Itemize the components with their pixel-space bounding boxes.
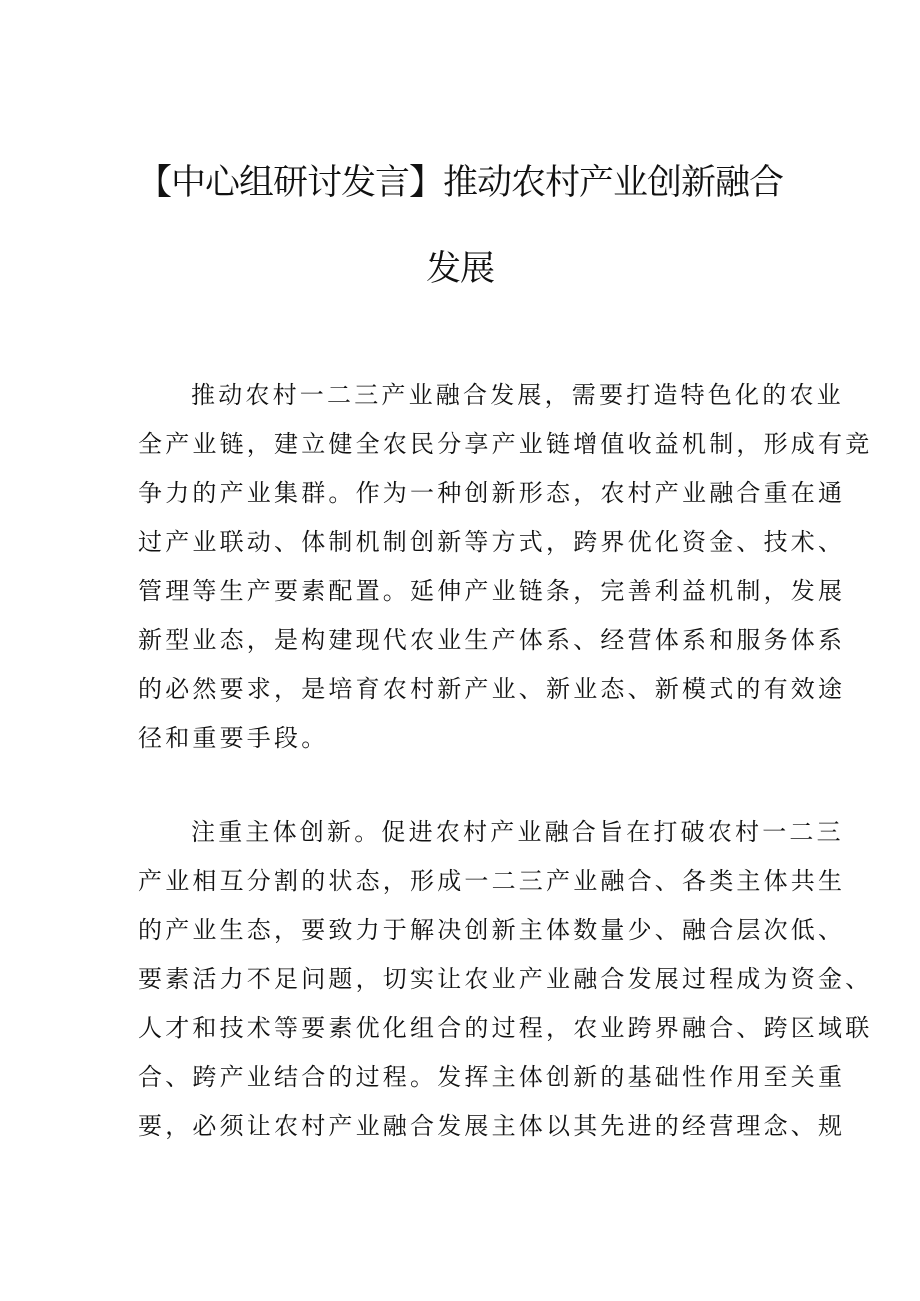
paragraph-intro xyxy=(138,371,873,763)
paragraph-line: 过产业联动、体制机制创新等方式，跨界优化资金、技术、 xyxy=(138,528,846,556)
paragraph-line: 注重主体创新。促进农村产业融合旨在打破农村一二三 xyxy=(191,818,844,846)
paragraph-line: 新型业态，是构建现代农业生产体系、经营体系和服务体系 xyxy=(138,626,846,654)
paragraph-line: 要素活力不足问题，切实让农业产业融合发展过程成为资金、 xyxy=(138,965,873,993)
paragraph-line: 人才和技术等要素优化组合的过程，农业跨界融合、跨区域联 xyxy=(138,1014,873,1042)
paragraph-line: 争力的产业集群。作为一种创新形态，农村产业融合重在通 xyxy=(138,479,846,507)
paragraph-line: 合、跨产业结合的过程。发挥主体创新的基础性作用至关重 xyxy=(138,1063,846,1091)
paragraph-line: 全产业链，建立健全农民分享产业链增值收益机制，形成有竞 xyxy=(138,430,873,458)
paragraph-line: 的必然要求，是培育农村新产业、新业态、新模式的有效途 xyxy=(138,675,846,703)
document-title-line-1: 【中心组研讨发言】推动农村产业创新融合 xyxy=(136,163,783,203)
paragraph-line: 产业相互分割的状态，形成一二三产业融合、各类主体共生 xyxy=(138,867,846,895)
paragraph-line: 的产业生态，要致力于解决创新主体数量少、融合层次低、 xyxy=(138,916,846,944)
paragraph-line: 管理等生产要素配置。延伸产业链条，完善利益机制，发展 xyxy=(138,577,846,605)
paragraph-line: 要，必须让农村产业融合发展主体以其先进的经营理念、规 xyxy=(138,1112,846,1140)
paragraph-subject-innovation xyxy=(138,808,873,1151)
document-title-line-2: 发展 xyxy=(425,249,494,289)
paragraph-line: 径和重要手段。 xyxy=(138,724,329,752)
paragraph-line: 推动农村一二三产业融合发展，需要打造特色化的农业 xyxy=(191,381,844,409)
